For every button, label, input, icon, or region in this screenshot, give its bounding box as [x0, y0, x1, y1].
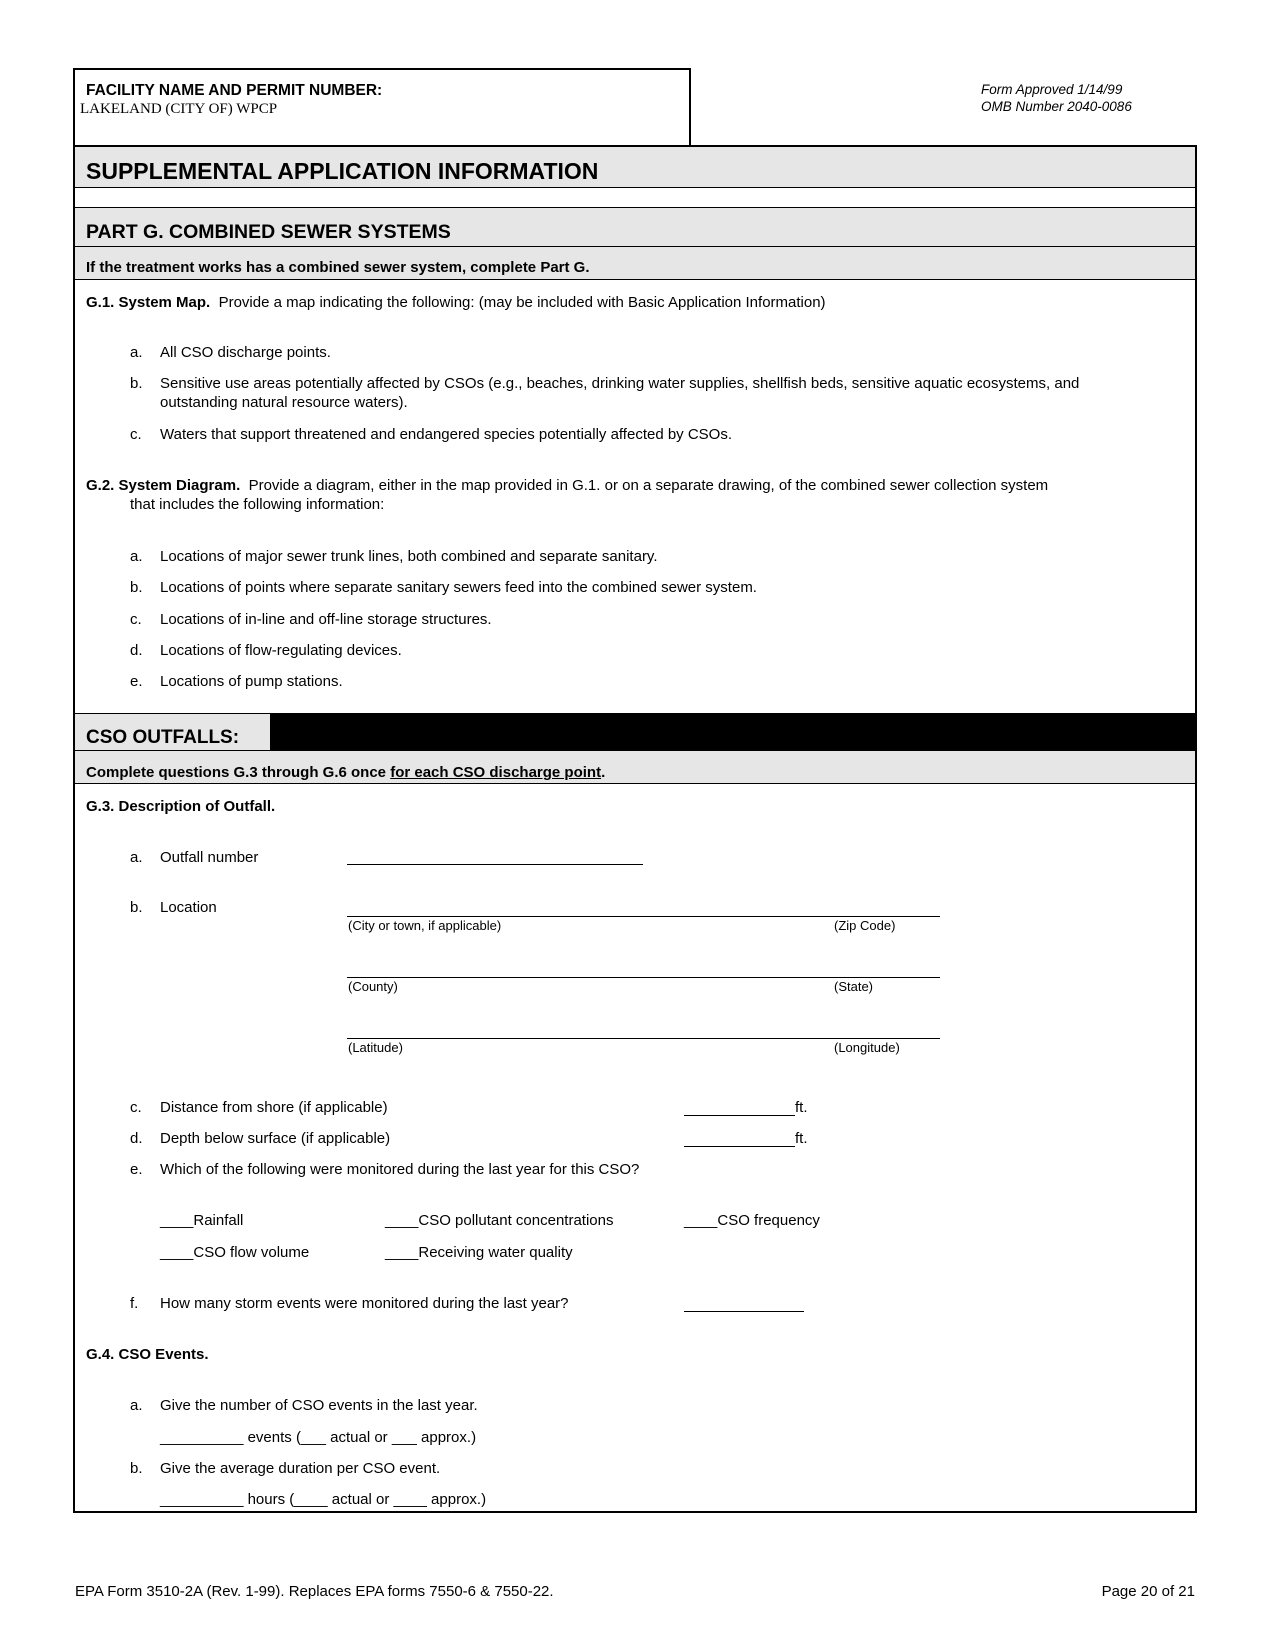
monitor-frequency-option[interactable]: ____CSO frequency	[684, 1212, 820, 1229]
part-divider-mid	[75, 246, 1195, 247]
g3-c-text: Distance from shore (if applicable)	[160, 1099, 388, 1116]
g2-d-text: Locations of flow-regulating devices.	[160, 642, 402, 659]
g3-a-letter: a.	[130, 849, 143, 866]
g1-b-text-cont: outstanding natural resource waters).	[160, 394, 408, 411]
footer-form-id: EPA Form 3510-2A (Rev. 1-99). Replaces EPA forms 7550-6 & 7550-22.	[75, 1583, 554, 1600]
cso-instruction-prefix: Complete questions G.3 through G.6 once	[86, 764, 391, 781]
main-box-right	[1195, 145, 1197, 1513]
g2-text: Provide a diagram, either in the map provided in G.1. or on a separate drawing, of the combined sewer collection system	[248, 477, 1049, 494]
g1-heading	[86, 294, 826, 311]
g3-d-letter: d.	[130, 1130, 143, 1147]
g3-c-letter: c.	[130, 1099, 142, 1116]
part-heading: PART G. COMBINED SEWER SYSTEMS	[86, 221, 451, 243]
g1-text: Provide a map indicating the following: (may be included with Basic Application Information)	[218, 294, 826, 311]
cso-duration-field[interactable]: __________ hours (____ actual or ____ approx.)	[160, 1491, 487, 1508]
g4-heading: G.4. CSO Events.	[86, 1346, 209, 1363]
g2-heading	[86, 477, 1048, 494]
g1-a-text: All CSO discharge points.	[160, 344, 331, 361]
g3-f-text: How many storm events were monitored during the last year?	[160, 1295, 569, 1312]
header-box-left	[73, 68, 75, 148]
monitor-receiving-option[interactable]: ____Receiving water quality	[385, 1244, 573, 1261]
g3-b-letter: b.	[130, 899, 143, 916]
g4-a-text: Give the number of CSO events in the last year.	[160, 1397, 478, 1414]
depth-field[interactable]	[684, 1146, 795, 1147]
latitude-label: (Latitude)	[348, 1040, 403, 1055]
g3-a-text: Outfall number	[160, 849, 259, 866]
depth-unit: ft.	[795, 1130, 808, 1147]
g1-label: G.1. System Map.	[86, 294, 211, 311]
distance-unit: ft.	[795, 1099, 808, 1116]
g2-b-letter: b.	[130, 579, 143, 596]
county-state-field[interactable]	[347, 977, 940, 978]
part-divider-bottom	[75, 279, 1195, 280]
g1-b-text: Sensitive use areas potentially affected by CSOs (e.g., beaches, drinking water supplies, shellfish beds, sensitive aquatic ecosystems, and	[160, 375, 1080, 392]
title-divider	[75, 187, 1195, 188]
cso-black-bar	[270, 713, 1195, 750]
g2-label: G.2. System Diagram.	[86, 477, 241, 494]
g1-c-letter: c.	[130, 426, 142, 443]
g2-a-text: Locations of major sewer trunk lines, both combined and separate sanitary.	[160, 548, 658, 565]
cso-events-count-field[interactable]: __________ events (___ actual or ___ approx.)	[160, 1429, 477, 1446]
facility-label: FACILITY NAME AND PERMIT NUMBER:	[86, 82, 383, 99]
cso-instruction-underlined: for each CSO discharge point	[390, 764, 602, 781]
cso-instruction-suffix: .	[601, 764, 606, 781]
county-label: (County)	[348, 979, 398, 994]
lat-lon-field[interactable]	[347, 1038, 940, 1039]
g1-a-letter: a.	[130, 344, 143, 361]
monitor-rainfall-option[interactable]: ____Rainfall	[160, 1212, 244, 1229]
monitor-flow-option[interactable]: ____CSO flow volume	[160, 1244, 310, 1261]
g2-e-text: Locations of pump stations.	[160, 673, 343, 690]
g3-b-text: Location	[160, 899, 217, 916]
cso-divider-bottom	[75, 783, 1195, 784]
g2-c-text: Locations of in-line and off-line storage structures.	[160, 611, 492, 628]
cso-divider-mid	[75, 750, 1195, 751]
city-label: (City or town, if applicable)	[348, 918, 502, 933]
omb-number: OMB Number 2040-0086	[981, 99, 1132, 114]
footer-page-number: Page 20 of 21	[1101, 1583, 1195, 1600]
monitor-pollutant-option[interactable]: ____CSO pollutant concentrations	[385, 1212, 614, 1229]
g3-f-letter: f.	[130, 1295, 139, 1312]
g2-e-letter: e.	[130, 673, 143, 690]
longitude-label: (Longitude)	[834, 1040, 900, 1055]
outfall-number-field[interactable]	[347, 864, 643, 865]
g3-e-letter: e.	[130, 1161, 143, 1178]
g2-c-letter: c.	[130, 611, 142, 628]
g2-a-letter: a.	[130, 548, 143, 565]
g2-b-text: Locations of points where separate sanitary sewers feed into the combined sewer system.	[160, 579, 757, 596]
state-label: (State)	[834, 979, 874, 994]
form-approved: Form Approved 1/14/99	[981, 82, 1123, 97]
storm-events-field[interactable]	[684, 1311, 804, 1312]
g2-text-cont: that includes the following information:	[130, 496, 385, 513]
zip-label: (Zip Code)	[834, 918, 896, 933]
g3-d-text: Depth below surface (if applicable)	[160, 1130, 391, 1147]
main-box-left	[73, 145, 75, 1513]
part-instruction: If the treatment works has a combined sewer system, complete Part G.	[86, 259, 590, 276]
facility-value: LAKELAND (CITY OF) WPCP	[80, 101, 278, 117]
g3-heading: G.3. Description of Outfall.	[86, 798, 276, 815]
g4-b-text: Give the average duration per CSO event.	[160, 1460, 441, 1477]
g4-b-letter: b.	[130, 1460, 143, 1477]
header-box-right	[689, 68, 691, 146]
main-box-bottom	[73, 1511, 1197, 1513]
g1-c-text: Waters that support threatened and endangered species potentially affected by CSOs.	[160, 426, 733, 443]
cso-heading: CSO OUTFALLS:	[86, 727, 240, 748]
city-zip-field[interactable]	[347, 916, 940, 917]
g3-e-text: Which of the following were monitored during the last year for this CSO?	[160, 1161, 640, 1178]
g2-d-letter: d.	[130, 642, 143, 659]
g4-a-letter: a.	[130, 1397, 143, 1414]
page-title: SUPPLEMENTAL APPLICATION INFORMATION	[86, 158, 599, 184]
distance-field[interactable]	[684, 1115, 795, 1116]
header-box-top	[73, 68, 691, 70]
g1-b-letter: b.	[130, 375, 143, 392]
cso-instruction	[86, 764, 605, 781]
